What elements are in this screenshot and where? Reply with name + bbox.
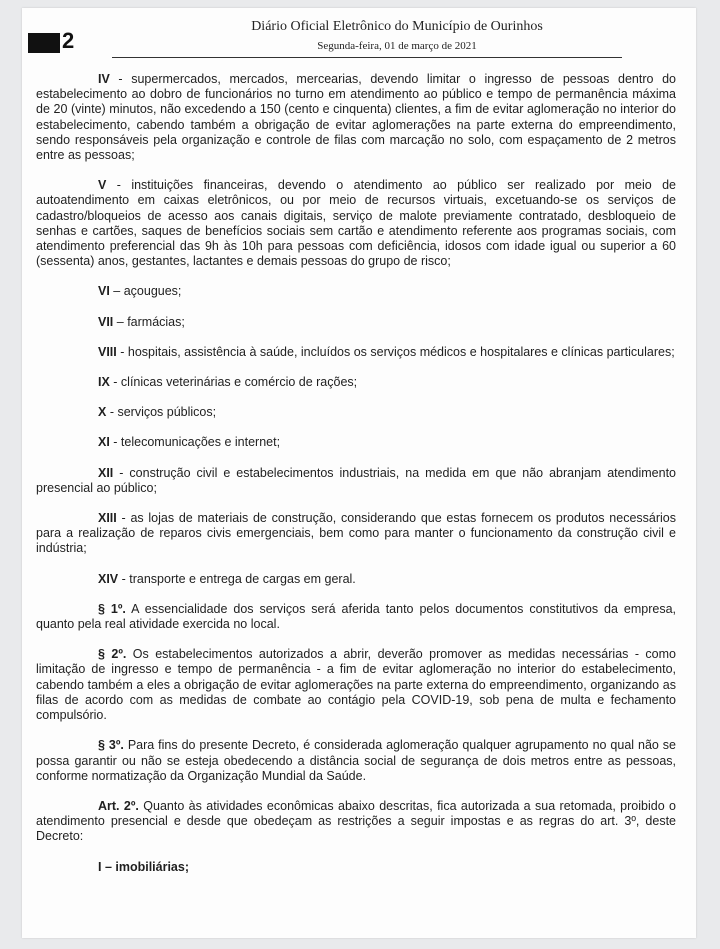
item-vii xyxy=(36,315,676,330)
item-x xyxy=(36,405,676,420)
item-number: XI xyxy=(98,435,110,450)
item-number: IX xyxy=(98,375,110,390)
item-text: - construção civil e estabelecimentos industriais, na medida em que não abranjam atendimento presencial ao público; xyxy=(36,465,676,495)
item-viii xyxy=(36,345,676,360)
article-number: Art. 2º. xyxy=(98,798,139,813)
item-number: XII xyxy=(98,465,114,480)
item-number: VIII xyxy=(98,344,117,359)
page-header xyxy=(22,8,696,68)
paragraph-text: Para fins do presente Decreto, é considerada aglomeração qualquer agrupamento no qual não se possa garantir ou não se esteja obedecendo a distância social de segurança de dois metros entre as pessoas, conforme normatização da Organização Mundial da Saúde. xyxy=(36,738,676,783)
item-xii xyxy=(36,466,676,496)
item-text: – açougues; xyxy=(109,284,182,299)
item-text: – farmácias; xyxy=(113,314,185,329)
paragraph-3 xyxy=(36,738,676,784)
document-page xyxy=(22,8,696,938)
item-text: - supermercados, mercados, mercearias, devendo limitar o ingresso de pessoas dentro do estabelecimento ao dobro de funcionários no turno em atendimento ao público e tempo de permanência máxima de 20 (vinte) minutos, não excedendo a 150 (cento e cinquenta) clientes, a fim de evitar aglomeração no interior do estabelecimento, cabendo também a obrigação de evitar aglomerações na parte externa do empreendimento, sendo responsáveis pela organização e controle de filas com marcação no solo, com espaçamento de 2 metros entre as pessoas; xyxy=(36,72,676,163)
item-number: VI xyxy=(98,284,110,299)
paragraph-1 xyxy=(36,602,676,632)
header-divider xyxy=(112,57,622,58)
page-number: 2 xyxy=(62,28,75,53)
item-number: X xyxy=(98,405,107,420)
paragraph-2 xyxy=(36,647,676,723)
paragraph-number: § 3º. xyxy=(98,738,124,753)
paragraph-text: A essencialidade dos serviços será aferida tanto pelos documentos constitutivos da empresa, quanto pela real atividade exercida no local. xyxy=(36,601,676,632)
item-vi xyxy=(36,284,676,299)
item-xi xyxy=(36,435,676,450)
item-iv xyxy=(36,72,676,163)
journal-date: Segunda-feira, 01 de março de 2021 xyxy=(317,40,477,52)
item-text: - instituições financeiras, devendo o atendimento ao público ser realizado por meio de autoatendimento em caixas eletrônicos, ou por meio de recursos virtuais, excetuando-se os serviços de cadastro/bloqueios de acesso aos canais digitais, serviço de malote previamente contratado, desbloqueio de senhas e cartões, saques de benefícios sociais sem cartão e atendimento referente aos programas sociais, com atendimento preferencial das 9h às 10h para pessoas com deficiência, idosos com idade igual ou superior a 60 (sessenta) anos, gestantes, lactantes e demais pessoas do grupo de risco; xyxy=(36,178,676,269)
paragraph-number: § 1º. xyxy=(98,601,126,616)
item-number: V xyxy=(98,178,107,193)
item-ix xyxy=(36,375,676,390)
item-number: IV xyxy=(98,72,110,86)
item-xiii xyxy=(36,511,676,557)
item-number: XIII xyxy=(98,511,117,526)
page-marker-block xyxy=(28,33,60,53)
item-text: - transporte e entrega de cargas em geral. xyxy=(118,571,356,586)
item-number: I – imobiliárias; xyxy=(98,859,190,874)
item-v xyxy=(36,178,676,269)
item-text: - as lojas de materiais de construção, considerando que estas fornecem os produtos necessários para a realização de reparos civis emergenciais, bem como para manter o funcionamento da construção civil e indústria; xyxy=(36,511,676,556)
item-number: VII xyxy=(98,314,114,329)
item-number: XIV xyxy=(98,571,119,586)
item-text: - telecomunicações e internet; xyxy=(109,435,281,450)
document-body xyxy=(36,72,676,890)
journal-title: Diário Oficial Eletrônico do Município de Ourinhos xyxy=(251,19,543,34)
item-text: - hospitais, assistência à saúde, incluídos os serviços médicos e hospitalares e clínicas particulares; xyxy=(116,344,675,359)
item-text: - serviços públicos; xyxy=(106,405,217,420)
article-text: Quanto às atividades econômicas abaixo descritas, fica autorizada a sua retomada, proibido o atendimento presencial e desde que obedeçam as restrições a seguir impostas e as regras do art. 3º, deste Decreto: xyxy=(36,798,676,844)
paragraph-number: § 2º. xyxy=(98,647,127,662)
item-xiv xyxy=(36,572,676,587)
article-2 xyxy=(36,799,676,845)
paragraph-text: Os estabelecimentos autorizados a abrir, deverão promover as medidas necessárias - como limitação de ingresso e tempo de permanência - a fim de evitar aglomeração no interior do estabelecimento, cabendo também a eles a obrigação de evitar aglomerações na parte externa do empreendimento, organizando as filas de acordo com as medidas de combate ao contágio pela COVID-19, sob pena de multa e fechamento compulsório. xyxy=(36,647,676,723)
item-i xyxy=(36,860,676,875)
item-text: - clínicas veterinárias e comércio de rações; xyxy=(109,375,358,390)
